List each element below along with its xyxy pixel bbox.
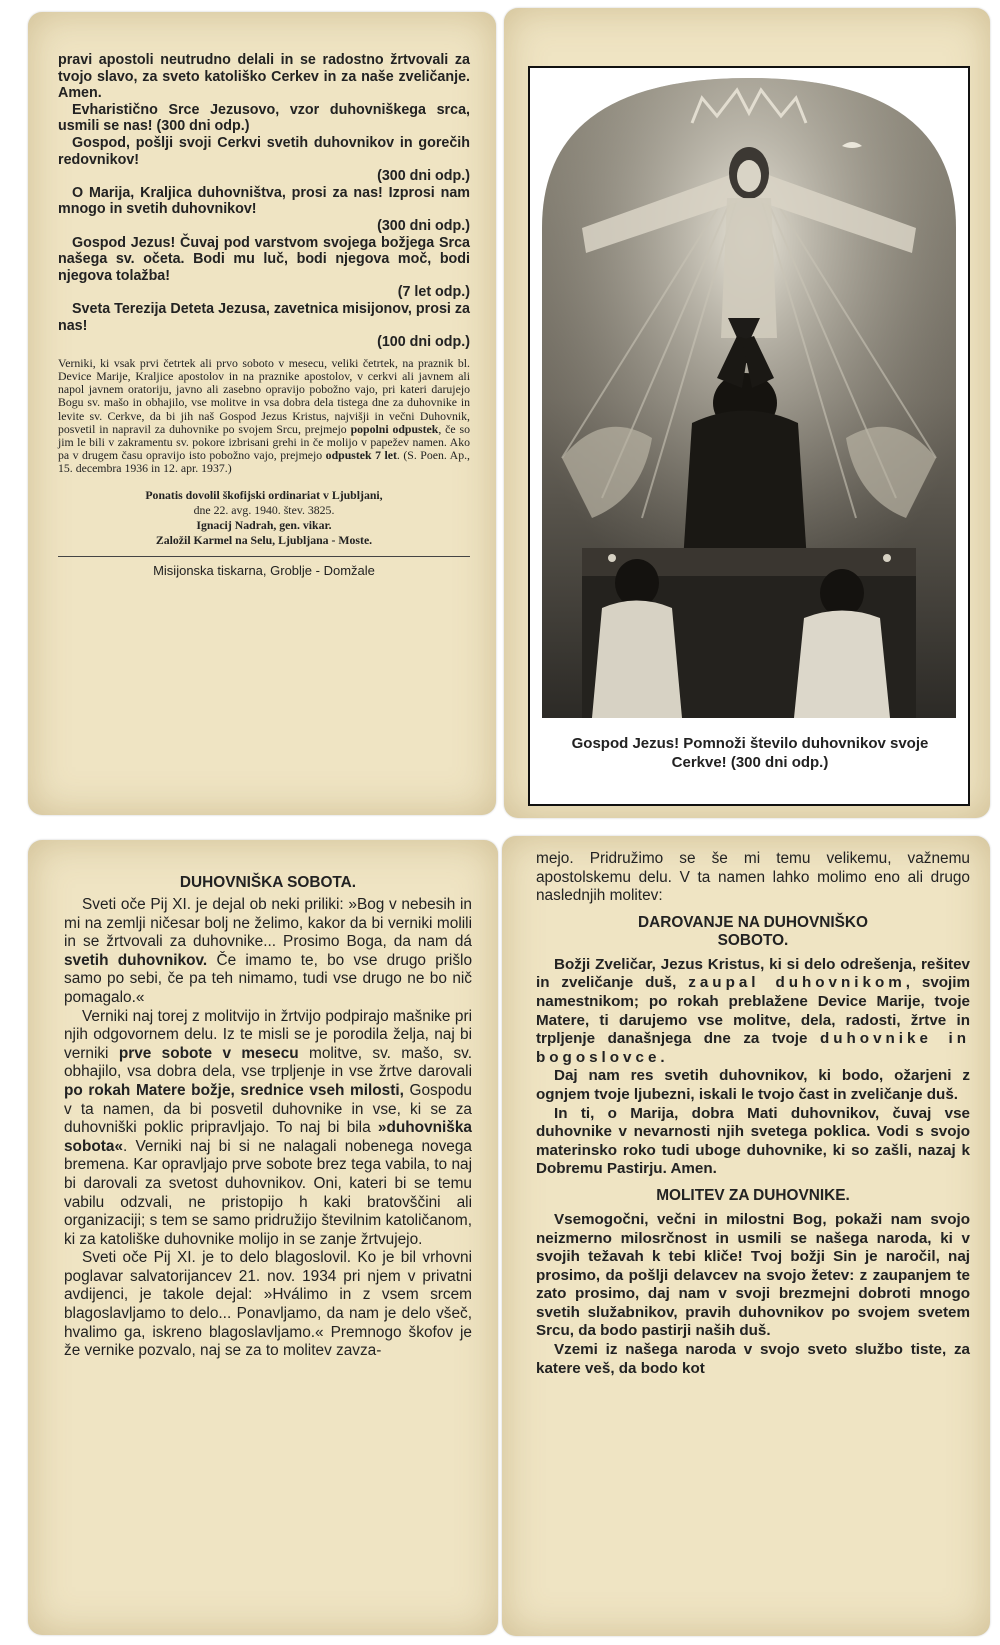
priest-prayer: Vsemogočni, večni in milostni Bog, pokaži nam svojo neizmerno milosrčnost in usmili se našega naroda, ki v svojih težavah k tebi kliče! Tvoj božji Sin je naročil, naj prosimo, da pošlji delavcev na svojo žetev: z zaupanjem te zato prosimo, daj nam v svoji brezmejni dobroti mnogo svetih služabnikov, pravih duhovnikov po svojem svetem Srcu, da bodo pastirji naših duš. (536, 1210, 970, 1340)
card-top-right (504, 8, 990, 818)
printer-line: Misijonska tiskarna, Groblje - Domžale (153, 562, 375, 578)
indulgence-note: (300 dni odp.) (377, 168, 470, 185)
prayer-line: Evharistično Srce Jezusovo, vzor duhovniškega srca, usmili se nas! (300 dni odp.) (58, 101, 470, 135)
section-title: MOLITEV ZA DUHOVNIKE. (656, 1186, 850, 1204)
imprimatur-line: Založil Karmel na Selu, Ljubljana - Moste. (155, 532, 373, 547)
offering-prayer: Božji Zveličar, Jezus Kristus, ki si delo odrešenja, rešitev in zveličanje duš, zaupal duhovnikom, svojim namestnikom; po rokah preblažene Device Marije, tvoje Matere, ti darujemo vse molitve, dela, radosti, žrtve in trpljenje današnjega dne za tvoje duhovnike in bogoslovce. (536, 955, 970, 1066)
paragraph: mejo. Pridružimo se še mi temu velikemu, važnemu apostolskemu delu. V ta namen lahko molimo eno ali drugo naslednjih molitev: (536, 850, 970, 905)
section-title: DUHOVNIŠKA SOBOTA. (179, 874, 357, 891)
prayer-block (58, 52, 470, 351)
picture-frame (528, 66, 970, 806)
indulgence-notice: Verniki, ki vsak prvi četrtek ali prvo soboto v mesecu, veliki četrtek, na praznik bl. Device Marije, Kraljice apostolov in na praznike apostolov, v cerkvi ali javnem ali napol javnem oratoriju, javno ali zasebno opravijo pobožno vajo, pri kateri darujejo Bogu sv. mašo in obhajilo, vse molitve in vsa dobra dela tistega dne za duhovnike in levite sv. Cerkve, da bi jih naš Gospod Jezus Kristus, najvišji in večni Duhovnik, posvetil in napravil za duhovnike po svojem Srcu, prejmejo popolni odpustek, če so jim le bili v zakramentu sv. pokore izbrisani grehi in če molijo v papežev namen. Ako pa v drugem času opravijo isto pobožno vajo, prejmejo odpustek 7 let. (S. Poen. Ap., 15. decembra 1936 in 12. apr. 1937.) (58, 355, 470, 476)
prayer-line: Sveta Terezija Deteta Jezusa, zavetnica misijonov, prosi za nas! (58, 300, 470, 334)
priest-at-altar-image (542, 78, 956, 718)
indulgence-note: (300 dni odp.) (377, 217, 470, 234)
picture-caption: Gospod Jezus! Pomnoži število duhovnikov svoje Cerkve! (300 dni odp.) (571, 735, 929, 771)
offering-prayer: Daj nam res svetih duhovnikov, ki bodo, ožarjeni z ognjem tvoje ljubezni, iskali le tvojo čast in zveličanje duš. (536, 1067, 970, 1103)
card-bottom-right (502, 836, 990, 1636)
paragraph: Verniki naj torej z molitvijo in žrtvijo podpirajo mašnike pri njih odgovornem delu. Iz te misli se je porodila želja, naj bi verniki prve sobote v mesecu molitve, sv. mašo, sv. obhajilo, vsa dobra dela, vse trpljenje in vse žrtve darovali po rokah Matere božje, srednice vseh milosti, Gospodu v ta namen, da bi posvetil duhovnike in vse, ki se za duhovniški poklic pripravljajo. To naj bi bila »duhovniška sobota«. Verniki naj bi si ne nalagali nobenega novega bremena. Kar opravljajo prve sobote brez tega vabila, to naj bi darovali za svetost duhovnikov. Oni, kateri bi se temu vabilu odzvali, ne pristopijo h kaki bratovščini ali organizaciji; s tem se samo pridružijo številnim katoličanom, ki za katoliške duhovnike molijo in se zanje žrtvujejo. (64, 1007, 473, 1248)
imprimatur-line: Ponatis dovolil škofijski ordinariat v Ljubljani, (145, 487, 383, 502)
indulgence-note: (7 let odp.) (397, 284, 470, 301)
imprimatur-line: Ignacij Nadrah, gen. vikar. (196, 517, 332, 532)
prayer-line: O Marija, Kraljica duhovništva, prosi za nas! Izprosi nam mnogo in svetih duhovnikov! (58, 184, 470, 218)
prayer-line: Gospod Jezus! Čuvaj pod varstvom svojega božjega Srca našega sv. očeta. Bodi mu luč, bodi njegova moč, bodi njegova tolažba! (58, 234, 470, 284)
card-bottom-left (28, 840, 498, 1635)
divider (58, 556, 470, 557)
prayer-line: Gospod, pošlji svoji Cerkvi svetih duhovnikov in gorečih redovnikov! (58, 134, 470, 168)
paragraph: Sveti oče Pij XI. je dejal ob neki priliki: »Bog v nebesih in mi na zemlji ničesar bolj ne želimo, kakor da bi verniki molili in se žrtvovali za duhovnike... Prosimo Boga, da nam dá svetih duhovnikov. Če imamo te, bo vse drugo prišlo samo po sebi, če pa teh nimamo, tudi vse drugo ne bo nič pomagalo.« (64, 896, 472, 1006)
imprimatur (58, 488, 470, 548)
priest-prayer: Vzemi iz našega naroda v svojo sveto službo tiste, za katere veš, da bodo kot (536, 1341, 970, 1377)
section-title: DAROVANJE NA DUHOVNIŠKO SOBOTO. (637, 913, 869, 949)
prayer-line: pravi apostoli neutrudno delali in se radostno žrtvovali za tvojo slavo, za sveto katoliško Cerkev in za naše zveličanje. Amen. (58, 52, 470, 102)
offering-prayer: In ti, o Marija, dobra Mati duhovnikov, čuvaj vse duhovnike v nevarnosti njih svetega poklica. Vodi s svojo materinsko roko tudi uboge duhovnike, ki so zašli, nazaj k Dobremu Pastirju. Amen. (536, 1104, 970, 1178)
card-top-left (28, 12, 496, 815)
imprimatur-line: dne 22. avg. 1940. štev. 3825. (193, 502, 335, 517)
paragraph: Sveti oče Pij XI. je to delo blagoslovil. Ko je bil vrhovni poglavar salvatorijancev 21. nov. 1934 pri njem v privatni avdijenci, je takole dejal: »Hválimo in z vsem srcem blagoslavljamo to delo... Ponavljamo, da nam je delo všeč, hvalimo ga, iskreno blagoslavljamo.« Premnogo škofov je že vernike pozvalo, naj se za to molitev zavza- (64, 1249, 472, 1360)
indulgence-note: (100 dni odp.) (377, 334, 470, 351)
